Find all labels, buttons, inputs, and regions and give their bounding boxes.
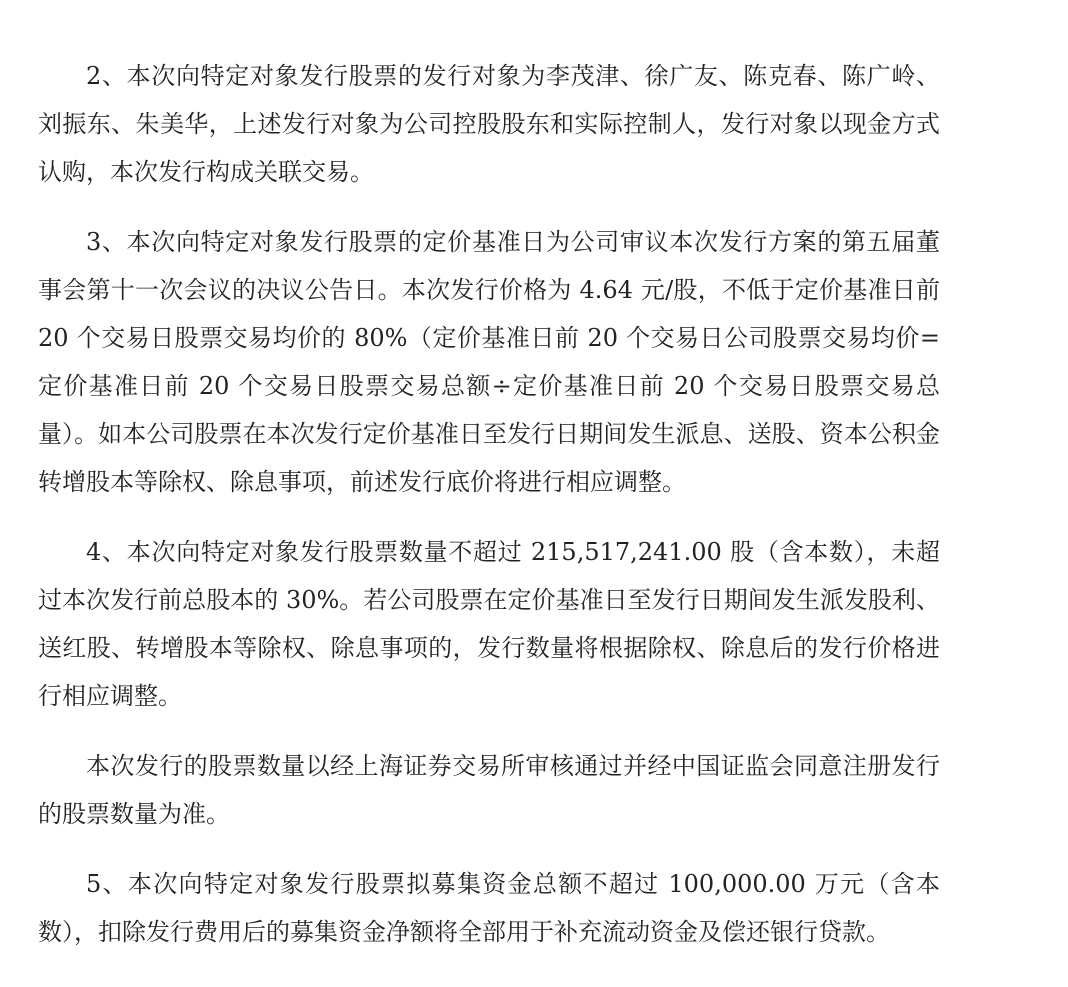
paragraph-item-3: 3、本次向特定对象发行股票的定价基准日为公司审议本次发行方案的第五届董事会第十一次会议的决议公告日。本次发行价格为 4.64 元/股，不低于定价基准日前 20 个交易日股票交易均价的 80%（定价基准日前 20 个交易日公司股票交易均价=定价基准日前 20 个交易日股票交易总额÷定价基准日前 20 个交易日股票交易总量）。如本公司股票在本次发行定价基准日至发行日期间发生派息、送股、资本公积金转增股本等除权、除息事项，前述发行底价将进行相应调整。 (38, 228, 940, 496)
paragraph-share-quantity-note: 本次发行的股票数量以经上海证券交易所审核通过并经中国证监会同意注册发行的股票数量为准。 (38, 752, 940, 828)
document-body (38, 52, 940, 978)
paragraph-item-5: 5、本次向特定对象发行股票拟募集资金总额不超过 100,000.00 万元（含本数），扣除发行费用后的募集资金净额将全部用于补充流动资金及偿还银行贷款。 (38, 870, 940, 946)
paragraph-item-4: 4、本次向特定对象发行股票数量不超过 215,517,241.00 股（含本数），未超过本次发行前总股本的 30%。若公司股票在定价基准日至发行日期间发生派发股利、送红股、转增股本等除权、除息事项的，发行数量将根据除权、除息后的发行价格进行相应调整。 (38, 538, 940, 710)
paragraph-item-2: 2、本次向特定对象发行股票的发行对象为李茂津、徐广友、陈克春、陈广岭、刘振东、朱美华，上述发行对象为公司控股股东和实际控制人，发行对象以现金方式认购，本次发行构成关联交易。 (38, 62, 940, 186)
